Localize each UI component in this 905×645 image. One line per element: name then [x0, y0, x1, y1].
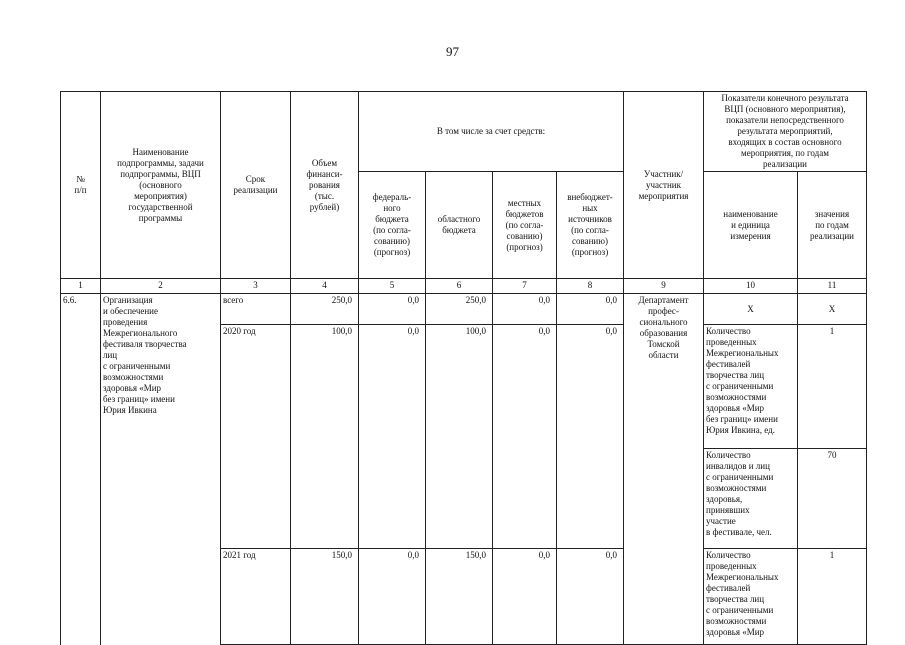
header-extra: внебюджет- ных источников (по согла- сованию) (прогноз): [557, 172, 624, 279]
period-extra: 0,0: [557, 549, 624, 645]
indicator-name: Количество проведенных Межрегиональных фестивалей творчества лиц с ограниченными возможностями здоровья «Мир без границ» имени Юрия Ивкина, ед.: [704, 325, 798, 449]
period-local: 0,0: [493, 549, 557, 645]
period-term: 2021 год: [221, 549, 291, 645]
indicator-name: Количество проведенных Межрегиональных фестивалей творчества лиц с ограниченными возможностями здоровья «Мир: [704, 549, 798, 645]
header-indicator-name: наименование и единица измерения: [704, 172, 798, 279]
period-federal: 0,0: [359, 294, 426, 325]
column-number-row: [61, 279, 867, 294]
program-table: [60, 91, 867, 645]
period-federal: 0,0: [359, 549, 426, 645]
period-total: 150,0: [291, 549, 359, 645]
column-number: 9: [624, 279, 704, 294]
header-participant: Участник/ участник мероприятия: [624, 92, 704, 279]
header-local: местных бюджетов (по согла- сованию) (прогноз): [493, 172, 557, 279]
indicator-name: Количество инвалидов и лиц с ограниченными возможностями здоровья, принявших участие в фестивале, чел.: [704, 449, 798, 549]
indicator-value: X: [798, 294, 867, 325]
row-name: Организация и обеспечение проведения Межрегионального фестиваля творчества лиц с ограниченными возможностями здоровья «Мир без границ» имени Юрия Ивкина: [101, 294, 221, 645]
header-number: № п/п: [61, 92, 101, 279]
period-term: всего: [221, 294, 291, 325]
column-number: 5: [359, 279, 426, 294]
header-total: Объем финанси- рования (тыс. рублей): [291, 92, 359, 279]
column-number: 4: [291, 279, 359, 294]
indicator-value: 1: [798, 549, 867, 645]
page-number: 97: [446, 44, 459, 59]
period-term: 2020 год: [221, 325, 291, 549]
column-number: 7: [493, 279, 557, 294]
participant: Департамент профес- сионального образования Томской области: [624, 294, 704, 645]
column-number: 3: [221, 279, 291, 294]
indicator-value: 70: [798, 449, 867, 549]
header-funding-group: В том числе за счет средств:: [359, 92, 624, 172]
header-indicators-group: Показатели конечного результата ВЦП (основного мероприятия), показатели непосредственного результата мероприятий, входящих в состав основного мероприятия, по годам реализации: [704, 92, 867, 172]
header-term: Срок реализации: [221, 92, 291, 279]
period-local: 0,0: [493, 325, 557, 549]
period-extra: 0,0: [557, 325, 624, 549]
period-extra: 0,0: [557, 294, 624, 325]
period-regional: 100,0: [426, 325, 493, 549]
column-number: 11: [798, 279, 867, 294]
column-number: 8: [557, 279, 624, 294]
period-local: 0,0: [493, 294, 557, 325]
column-number: 2: [101, 279, 221, 294]
column-number: 10: [704, 279, 798, 294]
header-regional: областного бюджета: [426, 172, 493, 279]
column-number: 6: [426, 279, 493, 294]
period-regional: 150,0: [426, 549, 493, 645]
header-federal: федераль- ного бюджета (по согла- сованию) (прогноз): [359, 172, 426, 279]
indicator-value: 1: [798, 325, 867, 449]
indicator-name: X: [704, 294, 798, 325]
column-number: 1: [61, 279, 101, 294]
row-number: 6.6.: [61, 294, 101, 645]
period-regional: 250,0: [426, 294, 493, 325]
period-total: 100,0: [291, 325, 359, 549]
header-name: Наименование подпрограммы, задачи подпрограммы, ВЦП (основного мероприятия) государственной программы: [101, 92, 221, 279]
period-total: 250,0: [291, 294, 359, 325]
table-row: [61, 294, 867, 325]
header-indicator-value: значения по годам реализации: [798, 172, 867, 279]
period-federal: 0,0: [359, 325, 426, 549]
